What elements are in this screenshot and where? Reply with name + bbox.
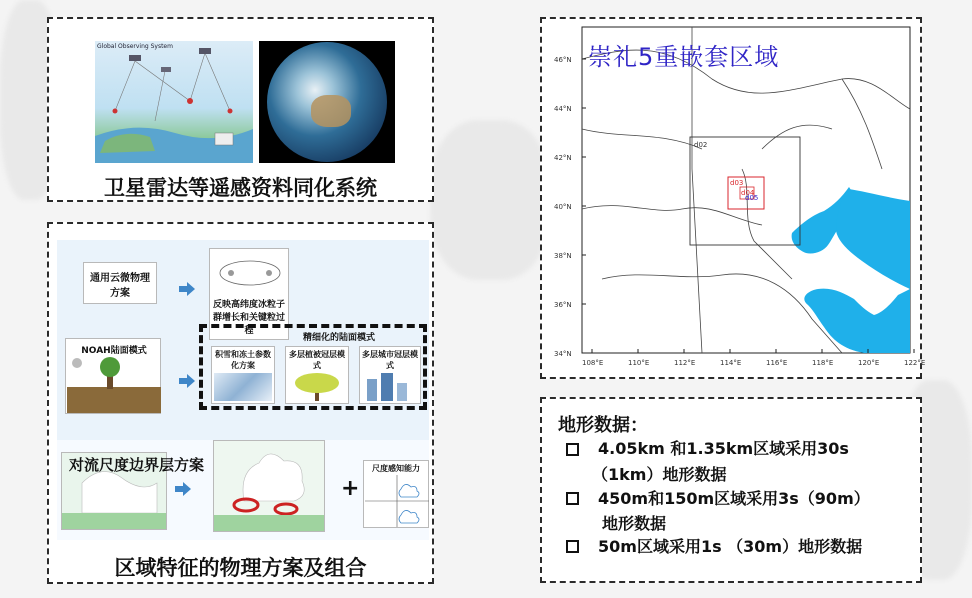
lat-tick-label: 44°N (554, 105, 572, 113)
vegetation-canopy-box (285, 346, 349, 404)
lon-tick-label: 110°E (628, 359, 650, 367)
earth-globe-image (259, 41, 395, 163)
bullet-square-icon (566, 540, 579, 553)
lon-tick-label: 122°E (904, 359, 926, 367)
snow-frozen-soil-box (211, 346, 275, 404)
d05-label: d05 (745, 194, 759, 202)
scale-aware-box (363, 460, 429, 528)
physics-caption: 区域特征的物理方案及组合 (114, 556, 367, 580)
lon-tick-label: 108°E (582, 359, 604, 367)
observing-system-diagram (95, 41, 253, 163)
lon-tick-label: 116°E (766, 359, 788, 367)
terrain-item-3-line1: 50m区域采用1s （30m）地形数据 (598, 537, 863, 556)
terrain-item-2-line2: 地形数据 (602, 514, 667, 533)
bullet-square-icon (566, 492, 579, 505)
urban-label: 多层城市冠层模式 (362, 350, 418, 370)
lon-tick-label: 114°E (720, 359, 742, 367)
noah-model-box (65, 338, 161, 414)
microphysics-label: 通用云微物理方案 (90, 273, 150, 299)
refined-land-title: 精细化的陆面模式 (303, 333, 376, 343)
map-title: 崇礼5重嵌套区域 (588, 43, 780, 71)
physics-scheme-panel (47, 222, 434, 584)
lat-tick-label: 42°N (554, 154, 572, 162)
pbl-title: 对流尺度边界层方案 (69, 456, 205, 474)
lon-tick-label: 118°E (812, 359, 834, 367)
lon-tick-label: 120°E (858, 359, 880, 367)
d02-label: d02 (694, 141, 708, 149)
d03-label: d03 (730, 179, 744, 187)
nested-domain-map-panel (540, 17, 926, 379)
urban-canopy-box (359, 346, 421, 404)
ice-particle-label: 反映高纬度冰粒子群增长和关键粒过程 (212, 300, 285, 336)
plus-sign: + (341, 476, 360, 501)
terrain-item-1-line1: 4.05km 和1.35km区域采用30s (598, 439, 849, 458)
d04-label: d04 (741, 189, 755, 197)
lat-tick-label: 34°N (554, 350, 572, 358)
remote-sensing-panel (47, 17, 434, 202)
lat-tick-label: 40°N (554, 203, 572, 211)
scale-aware-label: 尺度感知能力 (372, 464, 420, 473)
terrain-item-2-line1: 450m和150m区域采用3s（90m） (598, 489, 870, 508)
bullet-square-icon (566, 443, 579, 456)
vegetation-label: 多层植被冠层模式 (289, 350, 345, 370)
terrain-item-1-line2: （1km）地形数据 (592, 465, 727, 484)
microphysics-box (83, 262, 157, 304)
terrain-heading: 地形数据： (558, 415, 648, 436)
lon-tick-label: 112°E (674, 359, 696, 367)
cumulus-diagram-box (213, 440, 325, 532)
snow-label: 积雪和冻土参数化方案 (215, 350, 271, 370)
domain-map (542, 19, 926, 377)
background-map-shape (430, 120, 550, 280)
refined-land-group (199, 324, 427, 410)
lat-tick-label: 36°N (554, 301, 572, 309)
arrow-right-icon (175, 482, 191, 496)
noah-label: NOAH陆面模式 (81, 346, 147, 356)
observing-system-title: Global Observing System (97, 43, 173, 50)
arrow-right-icon (179, 374, 195, 388)
lat-tick-label: 38°N (554, 252, 572, 260)
arrow-right-icon (179, 282, 195, 296)
lat-tick-label: 46°N (554, 56, 572, 64)
remote-sensing-caption: 卫星雷达等遥感资料同化系统 (104, 176, 377, 200)
